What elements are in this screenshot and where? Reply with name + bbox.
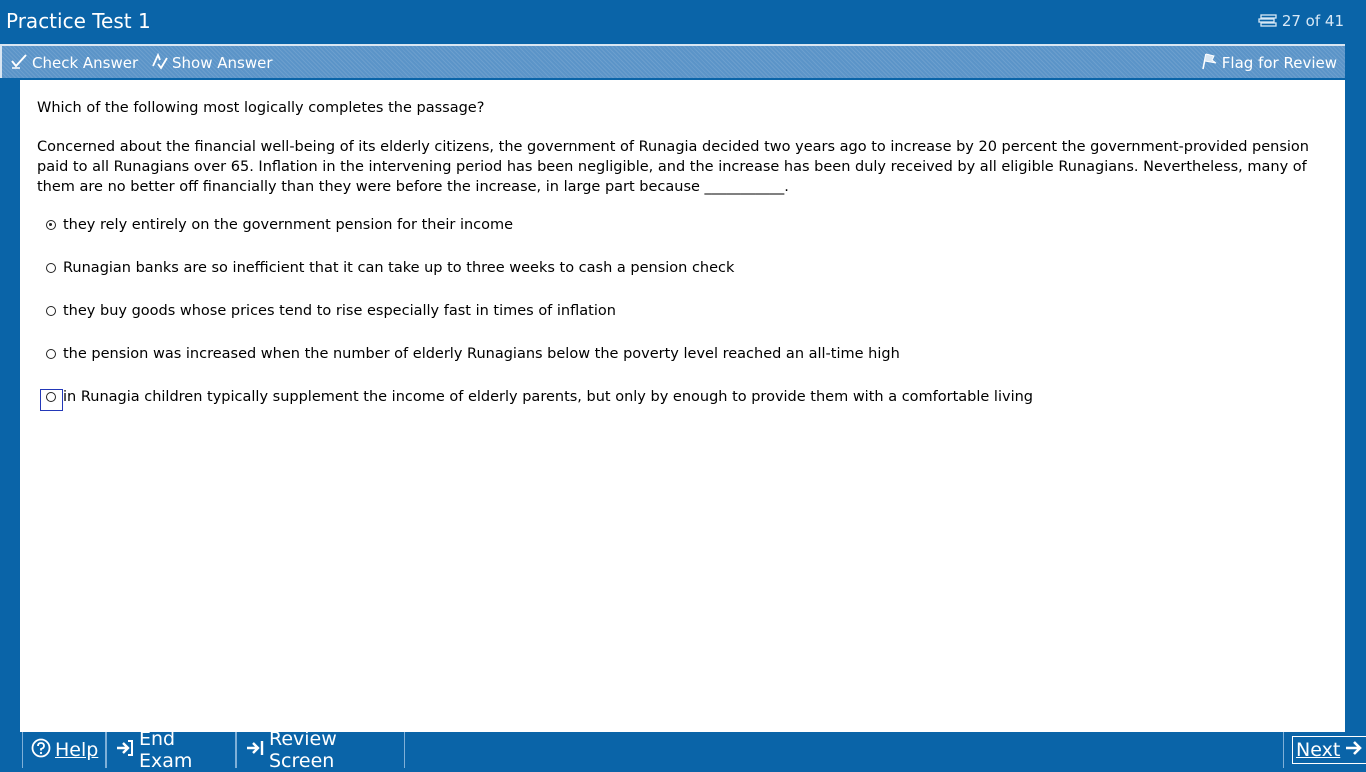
answer-choice-a-label: they rely entirely on the government pension for their income — [63, 217, 514, 233]
flag-for-review-button[interactable] — [1200, 52, 1337, 74]
answer-choice-d[interactable] — [40, 346, 900, 362]
toolbar — [0, 44, 1345, 78]
radio-button-b[interactable] — [46, 263, 56, 273]
review-screen-button[interactable] — [236, 728, 405, 772]
next-label: Next — [1296, 739, 1341, 761]
check-icon — [10, 52, 28, 74]
show-answer-label: Show Answer — [172, 54, 273, 72]
show-answer-button[interactable] — [150, 52, 273, 74]
answer-choice-a[interactable] — [40, 217, 513, 233]
title-bar — [0, 0, 1366, 44]
help-button[interactable] — [22, 732, 106, 768]
review-screen-label: Review Screen — [269, 728, 337, 772]
radio-button-d[interactable] — [46, 349, 56, 359]
app-title: Practice Test 1 — [6, 9, 151, 33]
radio-button-e[interactable] — [46, 392, 56, 402]
next-button[interactable] — [1283, 732, 1366, 768]
answer-choice-b[interactable] — [40, 260, 734, 276]
answer-choice-d-label: the pension was increased when the number of elderly Runagians below the poverty level reached an all-time high — [63, 346, 900, 362]
radio-button-a[interactable] — [46, 220, 56, 230]
end-exam-button[interactable] — [106, 728, 236, 772]
footer-bar — [0, 728, 1366, 772]
help-label: Help — [55, 739, 99, 761]
question-panel — [20, 80, 1345, 732]
check-answer-label: Check Answer — [32, 54, 139, 72]
answer-choice-e[interactable] — [40, 389, 1033, 405]
help-circle-icon — [31, 738, 51, 763]
end-exam-label: End Exam — [139, 728, 193, 772]
right-frame-edge — [1345, 80, 1366, 732]
flag-icon — [1200, 52, 1218, 74]
radio-button-c[interactable] — [46, 306, 56, 316]
answer-choice-c[interactable] — [40, 303, 616, 319]
counter-text: 27 of 41 — [1281, 12, 1344, 30]
answer-choice-e-label: in Runagia children typically supplement the income of elderly parents, but only by enough to provide them with a comfortable living — [63, 389, 1033, 405]
answer-choice-b-label: Runagian banks are so inefficient that it can take up to three weeks to cash a pension check — [63, 260, 735, 276]
question-counter — [1258, 12, 1344, 30]
answer-choice-c-label: they buy goods whose prices tend to rise especially fast in times of inflation — [63, 303, 616, 319]
show-answer-icon — [150, 52, 168, 74]
pages-icon — [1258, 14, 1277, 28]
question-prompt: Which of the following most logically completes the passage? — [37, 100, 485, 116]
right-arrow-icon — [1344, 738, 1364, 763]
flag-for-review-label: Flag for Review — [1221, 54, 1337, 72]
check-answer-button[interactable] — [10, 52, 138, 74]
exit-arrow-icon — [115, 738, 135, 763]
next-button-frame — [1292, 736, 1366, 764]
review-arrow-icon — [245, 738, 265, 763]
question-passage: Concerned about the financial well-being of its elderly citizens, the government of Runagia decided two years ago to increase by 20 percent the government-provided pension paid to all Runagians over 65. Inflation in the intervening period has been negligible, and the increase has been duly received by all eligible Runagians. Nevertheless, many of them are no better off financially than they were before the increase, in large part because ___________. — [37, 139, 1309, 195]
